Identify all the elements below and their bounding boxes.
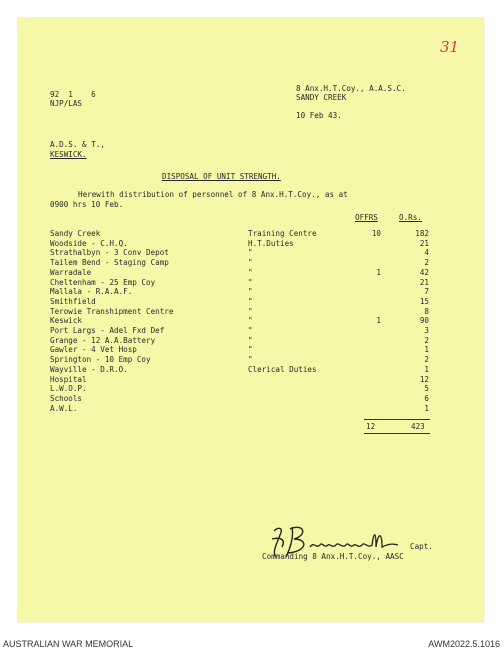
row-location: Keswick xyxy=(50,316,83,326)
footer-institution: AUSTRALIAN WAR MEMORIAL xyxy=(3,639,134,649)
row-ors: 6 xyxy=(424,393,429,403)
row-duty: Clerical Duties xyxy=(248,364,317,374)
row-location: Terowie Transhipment Centre xyxy=(50,306,174,316)
row-duty: " xyxy=(248,296,253,306)
row-duty: " xyxy=(248,258,253,268)
row-ors: 4 xyxy=(424,248,429,258)
row-offrs: 10 xyxy=(371,229,381,238)
total-ors: 423 xyxy=(411,422,425,431)
row-ors: 8 xyxy=(424,306,429,316)
row-ors: 90 xyxy=(419,316,429,326)
sender-unit: 8 Anx.H.T.Coy., A.A.S.C. xyxy=(296,84,406,93)
row-location: Hospital xyxy=(50,374,87,384)
row-ors: 2 xyxy=(424,355,429,365)
row-duty: " xyxy=(248,355,253,365)
row-ors: 5 xyxy=(424,384,429,394)
intro-line-2: 0900 hrs 10 Feb. xyxy=(50,200,124,209)
sender-location: SANDY CREEK xyxy=(296,93,347,102)
row-location: Wayville - D.R.O. xyxy=(50,364,128,374)
row-offrs: 1 xyxy=(376,267,381,277)
addressee-line-1: A.D.S. & T., xyxy=(50,140,105,149)
row-offrs: 1 xyxy=(376,316,381,326)
total-offrs: 12 xyxy=(366,422,376,431)
row-ors: 7 xyxy=(424,287,429,297)
row-ors: 42 xyxy=(419,267,429,277)
row-location: A.W.L. xyxy=(50,403,78,413)
row-duty: " xyxy=(248,277,253,287)
row-location: Woodside - C.H.Q. xyxy=(50,238,128,248)
page-number-annotation: 31 xyxy=(440,38,460,56)
row-ors: 1 xyxy=(424,345,429,355)
letter-date: 10 Feb 43. xyxy=(296,111,342,120)
row-ors: 12 xyxy=(419,374,429,384)
row-location: Strathalbyn - 3 Conv Depot xyxy=(50,248,169,258)
row-duty: " xyxy=(248,267,253,277)
row-location: Smithfield xyxy=(50,296,96,306)
intro-line-1: Herewith distribution of personnel of 8 Anx.H.T.Coy., as at xyxy=(78,190,348,199)
row-ors: 21 xyxy=(419,277,429,287)
row-ors: 2 xyxy=(424,258,429,268)
row-ors: 21 xyxy=(419,238,429,248)
row-ors: 2 xyxy=(424,335,429,345)
row-duty: " xyxy=(248,326,253,335)
totals-rule-bottom xyxy=(364,433,430,434)
row-location: L.W.O.P. xyxy=(50,384,87,394)
reference-number: 92 1 6 xyxy=(50,90,96,99)
row-duty: " xyxy=(248,316,253,326)
row-location: Port Largs - Adel Fxd Def xyxy=(50,326,165,335)
row-location: Mallala - R.A.A.F. xyxy=(50,287,133,297)
row-ors: 15 xyxy=(419,296,429,306)
row-ors: 182 xyxy=(415,229,429,238)
row-location: Cheltenham - 25 Emp Coy xyxy=(50,277,156,287)
row-location: Schools xyxy=(50,393,83,403)
row-duty: " xyxy=(248,248,253,258)
reference-initials: NJP/LAS xyxy=(50,99,83,108)
row-duty: " xyxy=(248,287,253,297)
footer-catalogue-id: AWM2022.5.1016 xyxy=(428,639,500,649)
row-location: Gawler - 4 Vet Hosp xyxy=(50,345,137,355)
row-location: Warradale xyxy=(50,267,92,277)
column-header-offrs: OFFRS xyxy=(355,213,378,222)
addressee-line-2: KESWICK. xyxy=(50,150,87,159)
row-ors: 3 xyxy=(424,326,429,335)
row-location: Grange - 12 A.A.Battery xyxy=(50,335,156,345)
totals-rule-top xyxy=(364,419,430,420)
row-duty: " xyxy=(248,335,253,345)
row-duty: Training Centre xyxy=(248,229,317,238)
signatory-appointment: Commanding 8 Anx.H.T.Coy., AASC xyxy=(262,552,404,561)
signatory-rank: Capt. xyxy=(410,542,433,551)
row-duty: " xyxy=(248,306,253,316)
row-duty: H.T.Duties xyxy=(248,238,294,248)
row-ors: 1 xyxy=(424,403,429,413)
row-location: Springton - 10 Emp Coy xyxy=(50,355,151,365)
row-location: Tailem Bend - Staging Camp xyxy=(50,258,169,268)
column-header-ors: O.Rs. xyxy=(399,213,422,222)
row-ors: 1 xyxy=(424,364,429,374)
row-location: Sandy Creek xyxy=(50,229,101,238)
row-duty: " xyxy=(248,345,253,355)
subject-heading: DISPOSAL OF UNIT STRENGTH. xyxy=(162,172,281,181)
